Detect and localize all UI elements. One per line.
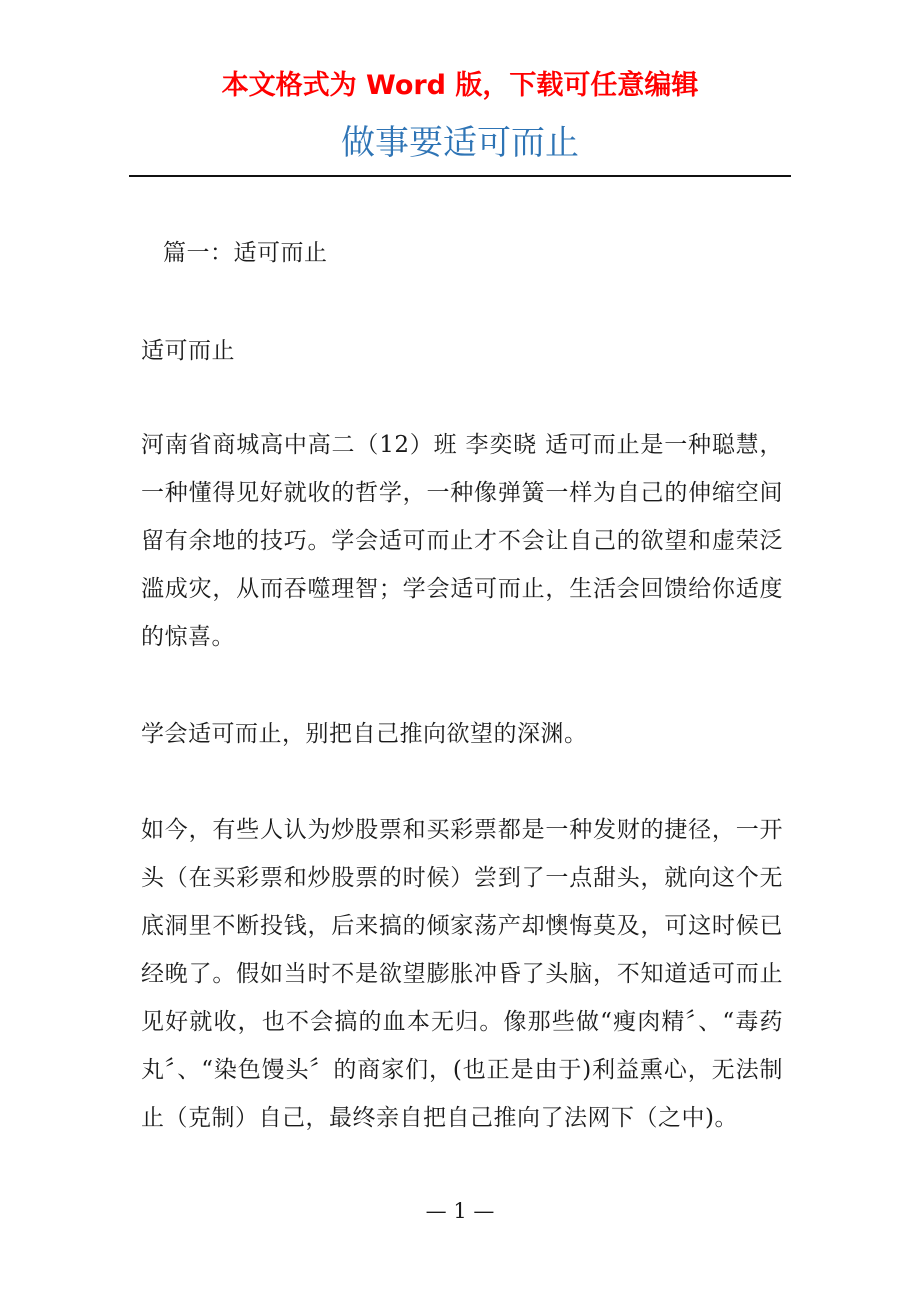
paragraph-thesis: 学会适可而止，别把自己推向欲望的深渊。 — [141, 721, 588, 747]
paragraph-intro: 河南省商城高中高二（12）班 李奕晓 适可而止是一种聪慧，一种懂得见好就收的哲学，一种像弹簧一样为自己的伸缩空间留有余地的技巧。学会适可而止才不会让自己的欲望和虚荣泛滥成灾，从而吞噬理智；学会适可而止，生活会回馈给你适度的惊喜。 — [141, 432, 783, 650]
paragraph-example: 如今，有些人认为炒股票和买彩票都是一种发财的捷径，一开头（在买彩票和炒股票的时候）尝到了一点甜头，就向这个无底洞里不断投钱，后来搞的倾家荡产却懊悔莫及，可这时候已经晚了。假如当时不是欲望膨胀冲昏了头脑，不知道适可而止见好就收，也不会搞的血本无归。像那些做“瘦肉精〞、“毒药丸〞、“染色馒头〞的商家们，(也正是由于)利益熏心，无法制止（克制）自己，最终亲自把自己推向了法网下（之中)。 — [141, 817, 783, 1131]
document-title: 做事要适可而止 — [341, 123, 579, 163]
download-banner: 本文格式为 Word 版，下载可任意编辑 — [221, 70, 699, 101]
paragraph-subtitle: 适可而止 — [141, 338, 235, 364]
title-divider — [129, 175, 791, 177]
section-heading: 篇一：适可而止 — [163, 240, 328, 266]
page-number: — 1 — — [425, 1199, 495, 1223]
